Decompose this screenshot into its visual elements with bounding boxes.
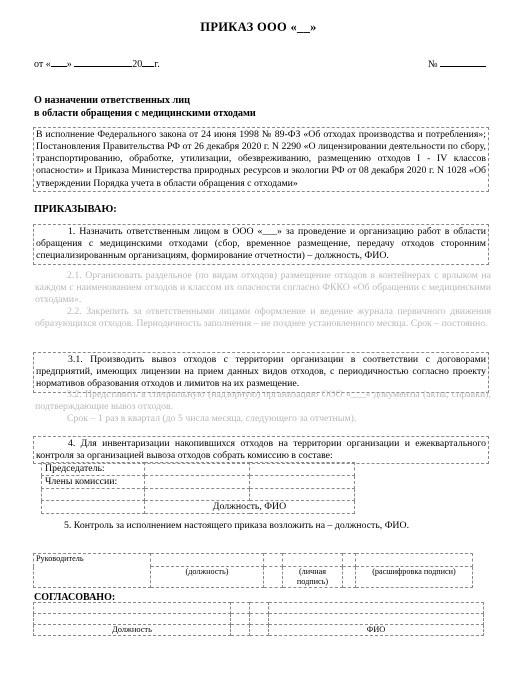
legal-basis-paragraph: В исполнение Федерального закона от 24 июня 1998 № 89-ФЗ «Об отходах производства и потребления»; Постановления Правительства РФ от 26 декабря 2020 г. N 2290 «О лицензировании деятельности по сбору, транспортированию, обработке, утилизации, обезвреживанию, размещению отходов I - IV классов опасности» и Приказа Министерства природных ресурсов и экологии РФ от 08 декабря 2020 г. N 1028 «Об утверждении Порядка учета в области обращения с отходами»	[33, 127, 489, 192]
commission-blank-row-1	[42, 488, 355, 500]
members-label: Члены комиссии:	[42, 475, 145, 488]
agreed-heading: СОГЛАСОВАНО:	[34, 592, 116, 603]
agreed-fio-blank-2[interactable]	[269, 614, 484, 625]
members-extra-cell[interactable]	[250, 475, 355, 488]
chairman-extra-cell[interactable]	[250, 463, 355, 476]
item-3-2-text: 3.2. Представить в специальную (надзорную) организацию ООО «___» документы (акты, справки), подтверждающие вывоз отходов.	[35, 389, 491, 413]
item-1-text: 1. Назначить ответственным лицом в ООО «___» за проведение и организацию работ в области обращения с медицинскими отходами (сбор, временное размещение, передачу отходов сторонним специализированным организациям, формирование отчетности) – должность, ФИО.	[36, 226, 486, 262]
decoding-blank[interactable]	[356, 554, 473, 567]
order-date-line	[34, 57, 160, 71]
head-label: Руководитель	[34, 554, 151, 588]
signature-block	[33, 553, 473, 588]
personal-signature-blank[interactable]	[283, 554, 343, 567]
subject-line-2: в области обращения с медицинскими отходами	[34, 108, 256, 120]
orders-heading: ПРИКАЗЫВАЮ:	[34, 204, 117, 215]
chairman-label: Председатель:	[42, 463, 145, 476]
members-name-cell[interactable]	[145, 475, 250, 488]
year-blank[interactable]	[142, 57, 154, 67]
item-2-2	[33, 305, 493, 331]
decoding-caption: (расшифровка подписи)	[356, 567, 473, 588]
date-mid: »	[66, 59, 72, 70]
position-caption: (должность)	[151, 567, 264, 588]
date-prefix: от «	[34, 59, 51, 70]
item-3-1-text: 3.1. Производить вывоз отходов с территории организации в соответствии с договорами предприятий, имеющих лицензии на прием данных видов отходов, с периодичностью согласно проекту нормативов образования отходов и лимитов на их размещение.	[36, 354, 486, 390]
agreed-position-blank-2[interactable]	[34, 614, 231, 625]
item-2-2-text: 2.2. Закрепить за ответственными лицами оформление и ведение журнала первичного движения образующихся отходов. Периодичность заполнения – не позднее установленного месяца. Срок – постоянно.	[35, 306, 491, 330]
chairman-name-cell[interactable]	[145, 463, 250, 476]
item-2-1-text: 2.1. Организовать раздельное (по видам отходов) размещение отходов в контейнерах с ярлыком на каждом с наименованием отходов и классом их опасности согласно ФККО «Об обращении с медицинскими отходами».	[35, 270, 491, 306]
order-number-line	[428, 57, 486, 71]
year-suffix: г.	[154, 59, 160, 70]
agreed-position-blank-1[interactable]	[34, 603, 231, 614]
commission-blank-row-2	[42, 500, 355, 513]
month-blank[interactable]	[74, 57, 132, 67]
agreed-table	[33, 602, 484, 636]
item-4	[33, 436, 489, 464]
order-subject	[34, 94, 256, 120]
item-3-1	[33, 352, 489, 393]
commission-chairman-row	[42, 463, 355, 476]
position-blank[interactable]	[151, 554, 264, 567]
item-1	[33, 224, 489, 265]
position-fio-label: Должность, ФИО	[145, 500, 355, 513]
item-3-2-deadline: Срок – 1 раз в квартал (до 5 числа месяца, следующего за отчетным).	[67, 413, 357, 425]
agreed-fio-blank-1[interactable]	[269, 603, 484, 614]
number-blank[interactable]	[440, 57, 486, 67]
number-prefix: №	[428, 59, 438, 70]
year-prefix: 20	[132, 59, 143, 70]
agreed-fio-caption: ФИО	[269, 625, 484, 636]
item-2-1	[33, 269, 493, 308]
item-5: 5. Контроль за исполнением настоящего приказа возложить на – должность, ФИО.	[64, 520, 410, 531]
item-3-2	[33, 388, 493, 427]
subject-line-1: О назначении ответственных лиц	[34, 95, 190, 106]
personal-signature-caption: (личная подпись)	[283, 567, 343, 588]
commission-table	[41, 462, 355, 514]
agreed-position-caption: Должность	[34, 625, 231, 636]
item-4-text: 4. Для инвентаризации накопившихся отходов на территории организации и ежеквартального контроля за организацией вывоза отходов собрать комиссию в составе:	[36, 438, 486, 462]
day-blank[interactable]	[51, 57, 67, 67]
page-title: ПРИКАЗ ООО «__»	[200, 20, 317, 34]
commission-members-row	[42, 475, 355, 488]
